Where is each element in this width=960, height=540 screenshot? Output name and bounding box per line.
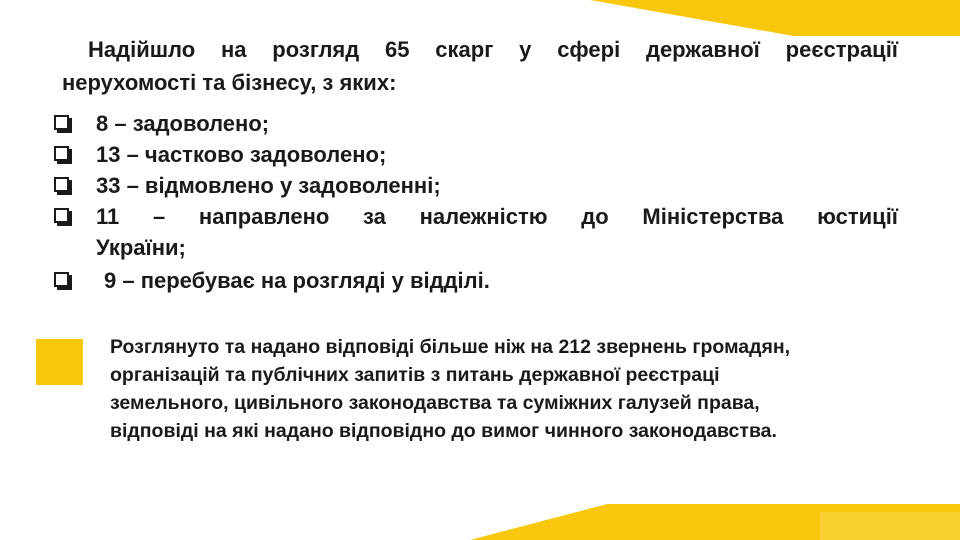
list-item <box>50 170 898 201</box>
list-item <box>50 139 898 170</box>
decorative-yellow-band-top <box>590 0 960 36</box>
list-item-text: 33 – відмовлено у задоволенні; <box>96 173 441 198</box>
checkbox-icon <box>54 115 69 130</box>
summary-line: організацій та публічних запитів з питань державної реєстраці <box>110 364 720 386</box>
summary-line: відповіді на які надано відповідно до вимог чинного законодавства. <box>110 420 777 442</box>
summary-line: земельного, цивільного законодавства та суміжних галузей права, <box>110 392 760 414</box>
heading-line-1: Надійшло на розгляд 65 скарг у сфері державної реєстрації <box>88 37 898 62</box>
checkbox-icon <box>54 177 69 192</box>
list-item-text-line-1: 11 – направлено за належністю до Міністерства юстиції <box>96 204 898 229</box>
summary-paragraph <box>110 333 930 445</box>
list-item-text-line-2: України; <box>96 235 186 260</box>
list-item-text <box>96 201 898 263</box>
checkbox-icon <box>54 208 69 223</box>
list-item <box>50 265 898 296</box>
list-item <box>50 201 898 263</box>
yellow-square-marker <box>36 339 83 385</box>
heading-line-2: нерухомості та бізнесу, з яких: <box>62 70 397 95</box>
list-item-text: 9 – перебуває на розгляді у відділі. <box>104 268 490 293</box>
summary-line: Розглянуто та надано відповіді більше ніж на 212 звернень громадян, <box>110 336 791 358</box>
list-item-text: 13 – частково задоволено; <box>96 142 387 167</box>
complaints-list <box>50 108 898 296</box>
checkbox-icon <box>54 146 69 161</box>
checkbox-icon <box>54 272 69 287</box>
list-item <box>50 108 898 139</box>
list-item-text: 8 – задоволено; <box>96 111 270 136</box>
slide-heading <box>62 33 898 99</box>
decorative-yellow-band-bottom-highlight <box>820 512 960 540</box>
